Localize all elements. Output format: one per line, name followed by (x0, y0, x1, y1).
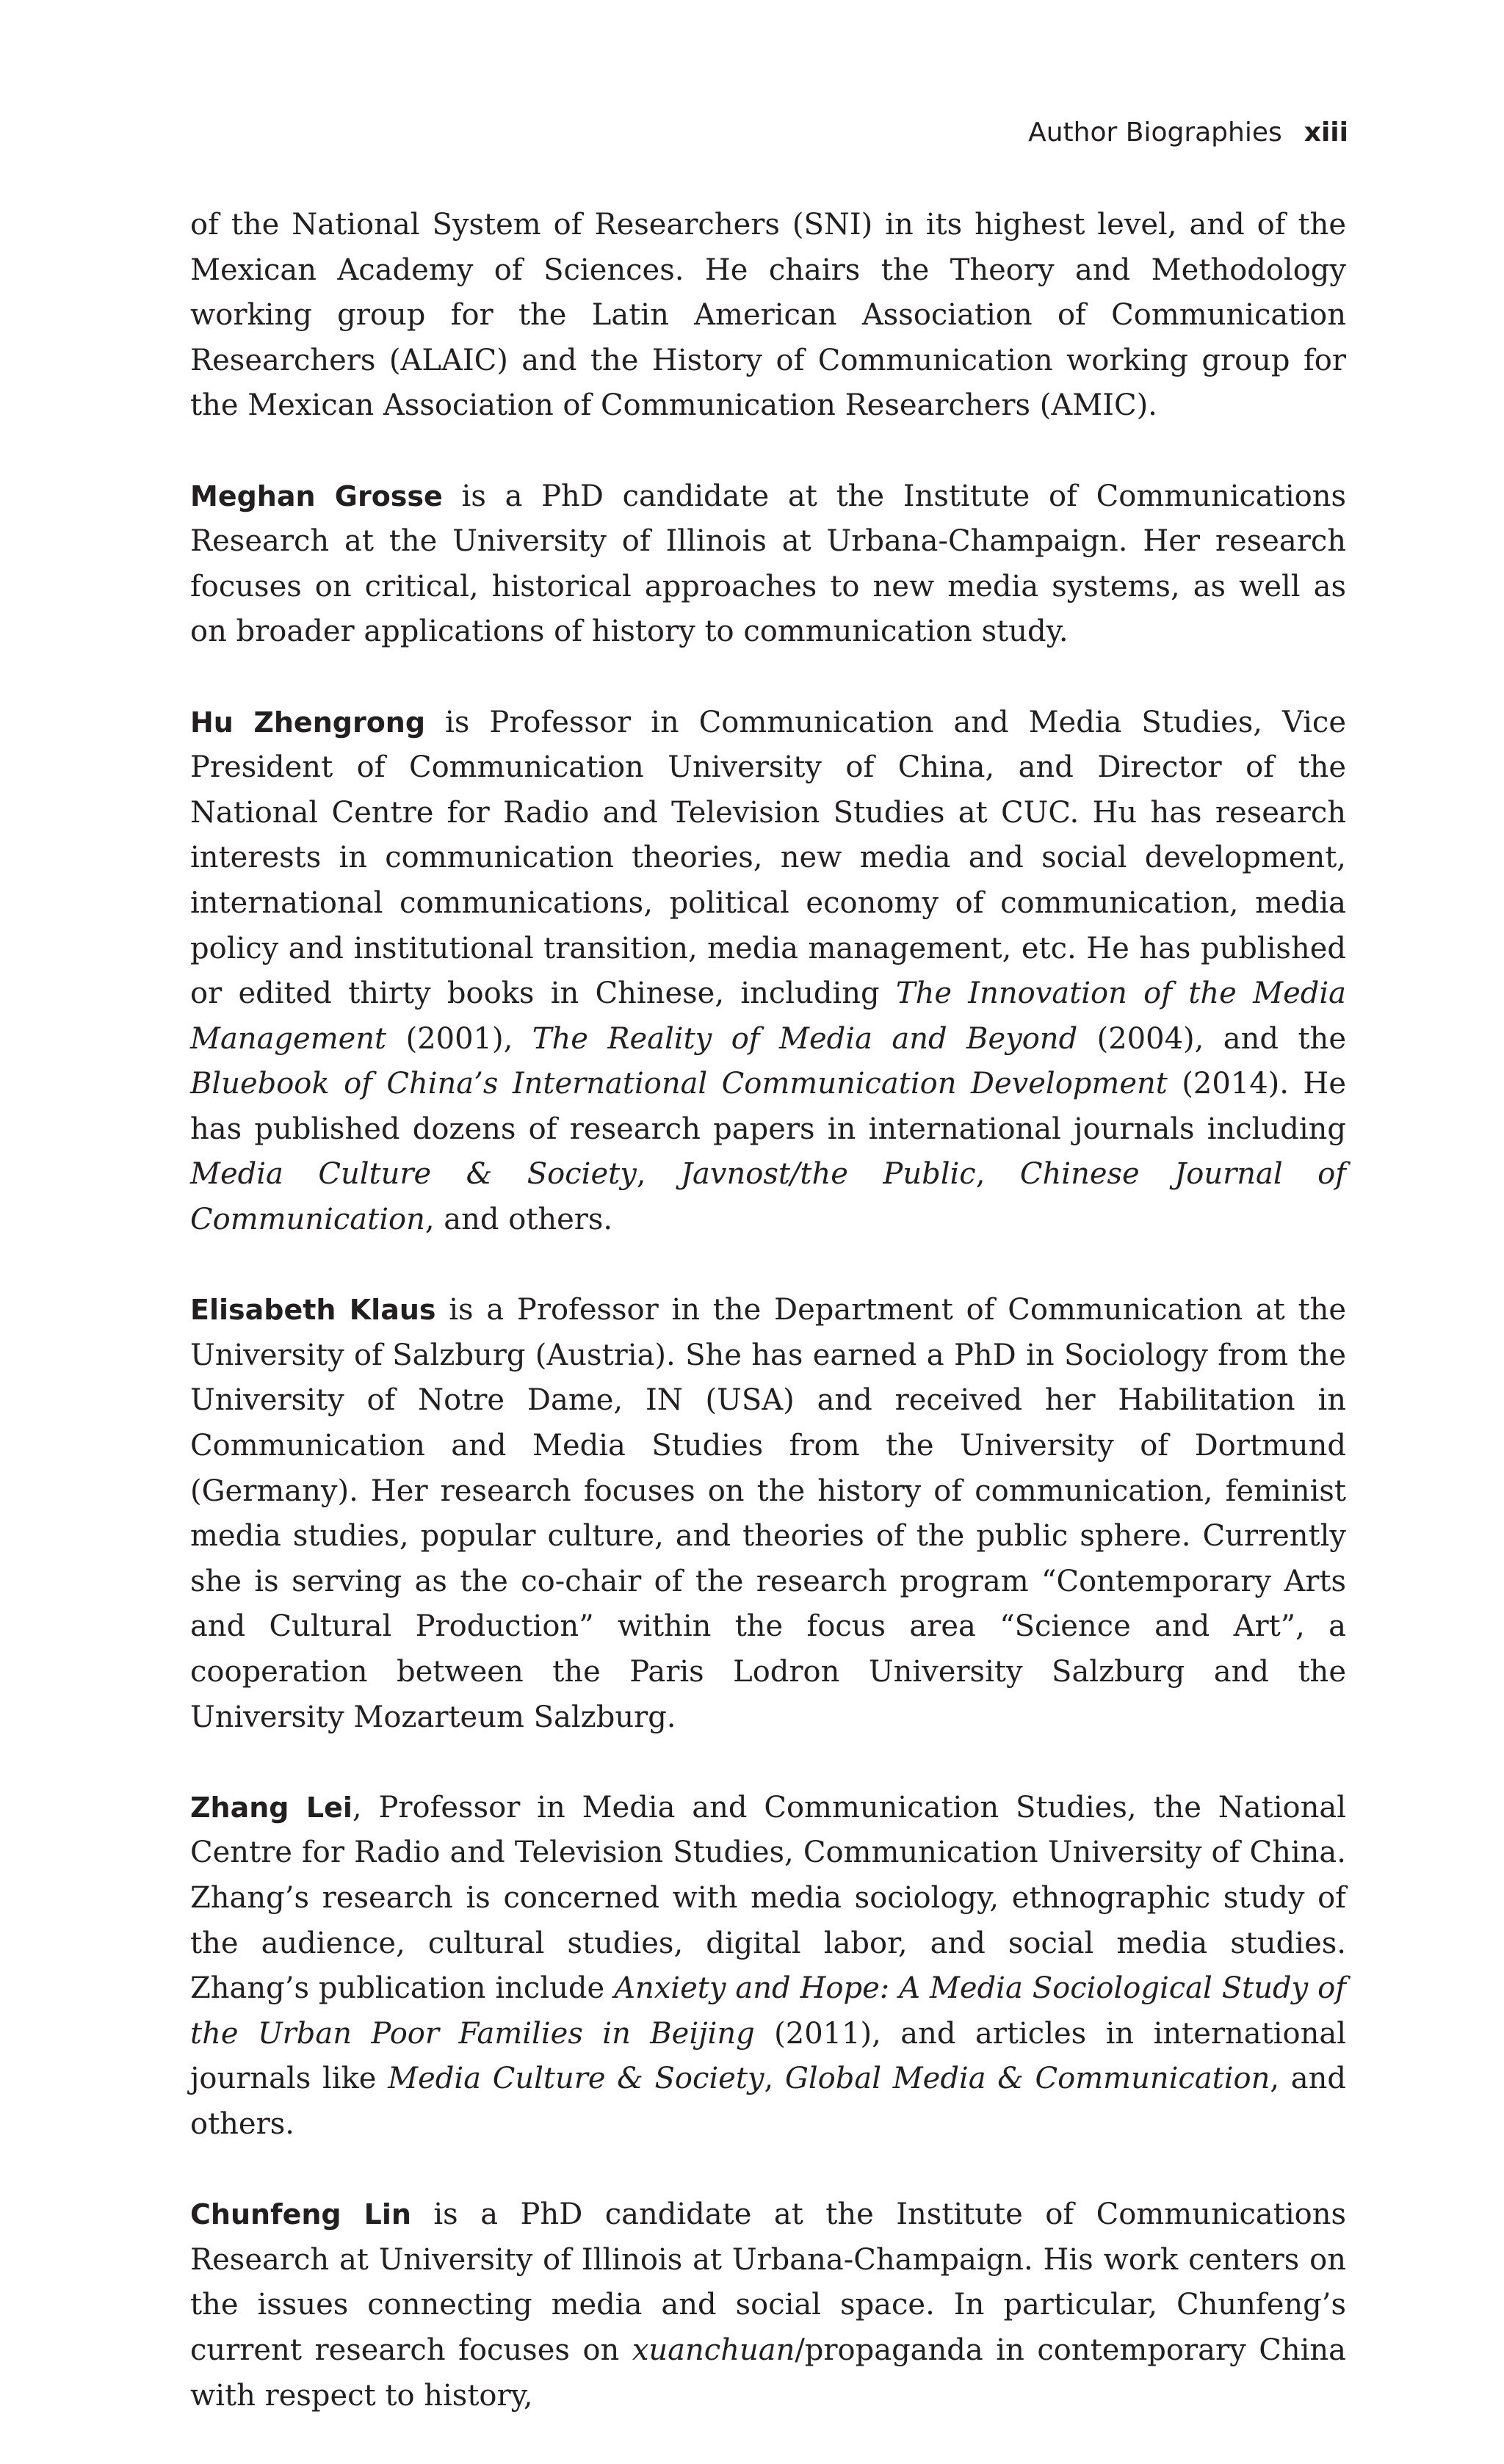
italic-title: Anxiety and Hope: A Media Sociological Study of the Urban Poor Families in Beijing (190, 1971, 1346, 2051)
biography-text: , (764, 2062, 785, 2096)
biography-paragraph-2 (190, 700, 1346, 1243)
biography-paragraph-1 (190, 474, 1346, 655)
italic-title: Media Culture & Society (190, 1157, 637, 1192)
biography-text: (2011), and articles in international journals like (190, 2016, 1346, 2096)
biography-paragraph-3 (190, 1288, 1346, 1740)
italic-title: Chinese Journal of Communication (190, 1157, 1346, 1237)
biography-text: is a PhD candidate at the Institute of Communications Research at University of Illinois at Urbana-Champaign. His work centers on the issues connecting media and social space. In particular, Chunfeng’s current research focuses on (190, 2197, 1346, 2367)
biographies-body (190, 203, 1346, 2464)
biography-text: is a PhD candidate at the Institute of Communications Research at the University of Illinois at Urbana-Champaign. Her research focuses on critical, historical approaches to new media systems, as well as on broader applications of history to communication study. (190, 479, 1347, 649)
biography-text: of the National System of Researchers (SNI) in its highest level, and of the Mexican Academy of Sciences. He chairs the Theory and Methodology working group for the Latin American Association of Communication Researchers (ALAIC) and the History of Communication working group for the Mexican Association of Communication Researchers (AMIC). (190, 208, 1346, 423)
author-name: Zhang Lei (190, 1791, 352, 1824)
italic-title: Bluebook of China’s International Communication Development (190, 1067, 1168, 1101)
italic-title: Media Culture & Society (388, 2062, 764, 2096)
biography-text: , Professor in Media and Communication Studies, the National Centre for Radio and Television Studies, Communication University of China. Zhang’s research is concerned with media sociology, ethnographic study of the audience, cultural studies, digital labor, and social media studies. Zhang’s publication include (190, 1790, 1346, 2006)
italic-title: The Reality of Media and Beyond (532, 1021, 1078, 1056)
author-name: Meghan Grosse (190, 479, 443, 512)
author-name: Chunfeng Lin (190, 2198, 411, 2231)
page-number: xiii (1304, 117, 1348, 148)
biography-paragraph-5 (190, 2192, 1346, 2418)
italic-title: xuanchuan (632, 2333, 795, 2367)
author-name: Hu Zhengrong (190, 706, 426, 739)
biography-paragraph-4 (190, 1786, 1346, 2148)
biography-text: , and others. (424, 1203, 613, 1237)
italic-title: Javnost/the Public (681, 1157, 976, 1192)
biography-text: is Professor in Communication and Media Studies, Vice President of Communication University of China, and Director of the National Centre for Radio and Television Studies at CUC. Hu has research interests in communication theories, new media and social development, international communications, political economy of communication, media policy and institutional transition, media management, etc. He has published or edited thirty books in Chinese, including (190, 705, 1346, 1011)
biography-text: /propaganda in contemporary China with respect to history, (190, 2333, 1346, 2413)
biography-text: , (636, 1157, 682, 1192)
biography-text: , (975, 1157, 1020, 1192)
running-head-title: Author Biographies (1028, 117, 1282, 148)
italic-title: Global Media & Communication (784, 2062, 1270, 2096)
biography-paragraph-0 (190, 203, 1346, 429)
biography-text: (2004), and the (1077, 1021, 1346, 1056)
biography-text: (2014). He has published dozens of research papers in international journals including (190, 1067, 1346, 1146)
italic-title: The Innovation of the Media Management (190, 976, 1346, 1056)
author-name: Elisabeth Klaus (190, 1294, 436, 1327)
biography-text: is a Professor in the Department of Communication at the University of Salzburg (Austria). She has earned a PhD in Sociology from the University of Notre Dame, IN (USA) and received her Habilitation in Communication and Media Studies from the University of Dortmund (Germany). Her research focuses on the history of communication, feminist media studies, popular culture, and theories of the public sphere. Currently she is serving as the co-chair of the research program “Contemporary Arts and Cultural Production” within the focus area “Science and Art”, a cooperation between the Paris Lodron University Salzburg and the University Mozarteum Salzburg. (190, 1293, 1346, 1734)
running-head (1028, 117, 1348, 148)
biography-text: (2001), (386, 1021, 532, 1056)
biography-text: , and others. (190, 2062, 1346, 2141)
